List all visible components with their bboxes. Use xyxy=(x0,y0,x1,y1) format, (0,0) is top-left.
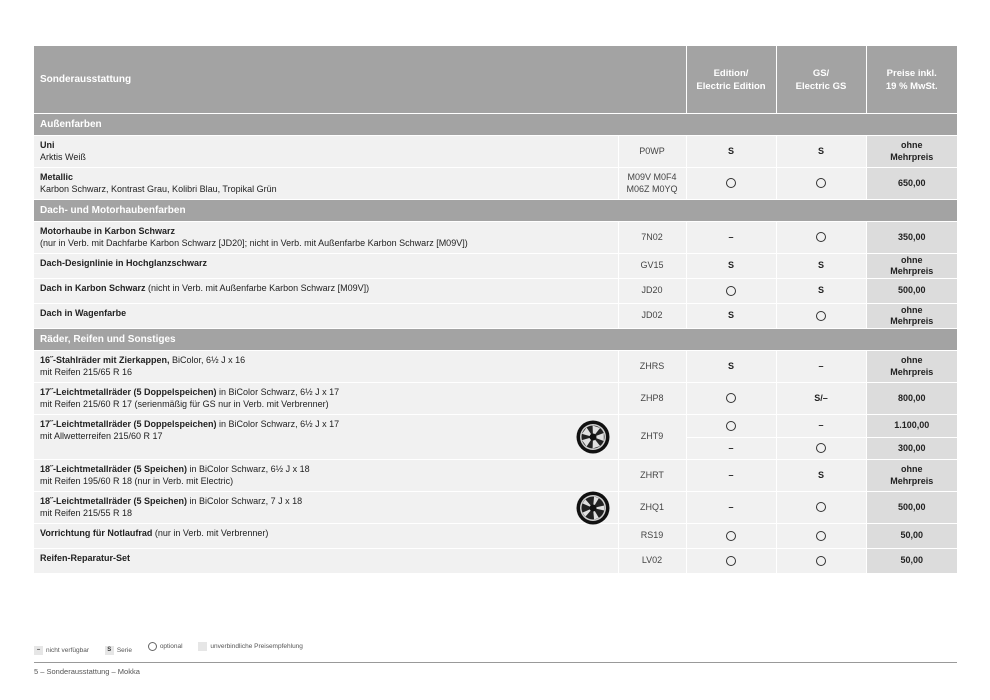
cell-price: ohne Mehrpreis xyxy=(866,351,957,383)
equipment-table xyxy=(34,46,957,573)
row-code: M09V M0F4 M06Z M0YQ xyxy=(618,168,686,200)
cell-price: 50,00 xyxy=(866,524,957,549)
table-row xyxy=(34,460,957,492)
table-row xyxy=(34,222,957,254)
cell-gs: S xyxy=(776,136,866,168)
page-footer: 5 – Sonderausstattung – Mokka xyxy=(34,667,140,676)
cell-price: 1.100,00 xyxy=(866,415,957,438)
cell-edition: – xyxy=(686,492,776,524)
table-header xyxy=(34,46,957,114)
cell-price: 500,00 xyxy=(866,279,957,304)
legend-optional: optional xyxy=(148,642,183,651)
cell-edition xyxy=(686,549,776,574)
row-description: Motorhaube in Karbon Schwarz (nur in Verb. mit Dachfarbe Karbon Schwarz [JD20]; nicht in Verb. mit Außenfarbe Karbon Schwarz [M09V]) xyxy=(34,222,618,254)
cell-price: 650,00 xyxy=(866,168,957,200)
row-code: P0WP xyxy=(618,136,686,168)
legend xyxy=(34,642,317,655)
header-gs: GS/ Electric GS xyxy=(776,46,866,114)
cell-price: ohne Mehrpreis xyxy=(866,254,957,279)
row-description: Vorrichtung für Notlaufrad (nur in Verb. mit Verbrenner) xyxy=(34,524,618,549)
row-description: 18˝-Leichtmetallräder (5 Speichen) in BiColor Schwarz, 7 J x 18 mit Reifen 215/55 R 18 xyxy=(34,492,618,524)
optional-circle-icon xyxy=(148,642,157,651)
wheel-5-double-spoke-icon xyxy=(576,420,610,454)
cell-price: ohne Mehrpreis xyxy=(866,460,957,492)
table-row xyxy=(34,415,957,438)
cell-edition xyxy=(686,415,776,438)
optional-circle-icon xyxy=(816,556,826,566)
section-title: Räder, Reifen und Sonstiges xyxy=(34,329,957,351)
optional-circle-icon xyxy=(726,556,736,566)
row-code: ZHRS xyxy=(618,351,686,383)
table-row xyxy=(34,254,957,279)
cell-price: 800,00 xyxy=(866,383,957,415)
cell-edition xyxy=(686,279,776,304)
row-description: Uni Arktis Weiß xyxy=(34,136,618,168)
table-row xyxy=(34,351,957,383)
optional-circle-icon xyxy=(816,502,826,512)
footer-divider xyxy=(34,662,957,663)
section-header xyxy=(34,329,957,351)
row-description: 16˝-Stahlräder mit Zierkappen, BiColor, 6½ J x 16 mit Reifen 215/65 R 16 xyxy=(34,351,618,383)
cell-price: ohne Mehrpreis xyxy=(866,304,957,329)
cell-gs xyxy=(776,549,866,574)
cell-edition: S xyxy=(686,254,776,279)
table-row xyxy=(34,279,957,304)
cell-price: 500,00 xyxy=(866,492,957,524)
row-code: RS19 xyxy=(618,524,686,549)
table-row xyxy=(34,168,957,200)
row-code: LV02 xyxy=(618,549,686,574)
optional-circle-icon xyxy=(816,232,826,242)
cell-price: 300,00 xyxy=(866,437,957,460)
cell-price: ohne Mehrpreis xyxy=(866,136,957,168)
cell-edition: – xyxy=(686,437,776,460)
row-code: GV15 xyxy=(618,254,686,279)
section-title: Außenfarben xyxy=(34,114,957,136)
optional-circle-icon xyxy=(726,393,736,403)
cell-gs: S/– xyxy=(776,383,866,415)
optional-circle-icon xyxy=(726,421,736,431)
cell-gs: – xyxy=(776,351,866,383)
row-code: JD20 xyxy=(618,279,686,304)
row-code: 7N02 xyxy=(618,222,686,254)
row-description: 17˝-Leichtmetallräder (5 Doppelspeichen) in BiColor Schwarz, 6½ J x 17 mit Reifen 215/60 R 17 (serienmäßig für GS nur in Verb. mit Verbrenner) xyxy=(34,383,618,415)
row-description: 17˝-Leichtmetallräder (5 Doppelspeichen) in BiColor Schwarz, 6½ J x 17 mit Allwetterreifen 215/60 R 17 xyxy=(34,415,618,460)
legend-price: unverbindliche Preisempfehlung xyxy=(198,642,303,651)
header-edition: Edition/ Electric Edition xyxy=(686,46,776,114)
row-description: Metallic Karbon Schwarz, Kontrast Grau, Kolibri Blau, Tropikal Grün xyxy=(34,168,618,200)
cell-gs: S xyxy=(776,254,866,279)
cell-gs xyxy=(776,437,866,460)
table-row xyxy=(34,383,957,415)
cell-edition xyxy=(686,168,776,200)
optional-circle-icon xyxy=(726,286,736,296)
cell-gs xyxy=(776,524,866,549)
optional-circle-icon xyxy=(726,531,736,541)
row-description: 18˝-Leichtmetallräder (5 Speichen) in BiColor Schwarz, 6½ J x 18 mit Reifen 195/60 R 18 (nur in Verb. mit Electric) xyxy=(34,460,618,492)
header-price: Preise inkl. 19 % MwSt. xyxy=(866,46,957,114)
cell-edition xyxy=(686,524,776,549)
row-description: Dach-Designlinie in Hochglanzschwarz xyxy=(34,254,618,279)
cell-gs xyxy=(776,492,866,524)
section-title: Dach- und Motorhaubenfarben xyxy=(34,200,957,222)
wheel-5-spoke-icon xyxy=(576,491,610,525)
cell-edition xyxy=(686,383,776,415)
optional-circle-icon xyxy=(816,178,826,188)
row-description: Dach in Karbon Schwarz (nicht in Verb. mit Außenfarbe Karbon Schwarz [M09V]) xyxy=(34,279,618,304)
legend-not-available: – nicht verfügbar xyxy=(34,646,89,655)
cell-gs xyxy=(776,168,866,200)
cell-price: 350,00 xyxy=(866,222,957,254)
table-row xyxy=(34,136,957,168)
row-code: ZHP8 xyxy=(618,383,686,415)
table-row xyxy=(34,304,957,329)
cell-edition: – xyxy=(686,460,776,492)
header-sonderausstattung: Sonderausstattung xyxy=(34,46,686,114)
cell-edition: S xyxy=(686,136,776,168)
section-header xyxy=(34,114,957,136)
row-code: ZHQ1 xyxy=(618,492,686,524)
cell-edition: S xyxy=(686,304,776,329)
row-code: ZHT9 xyxy=(618,415,686,460)
optional-circle-icon xyxy=(816,311,826,321)
table-row xyxy=(34,524,957,549)
cell-edition: – xyxy=(686,222,776,254)
row-description: Dach in Wagenfarbe xyxy=(34,304,618,329)
optional-circle-icon xyxy=(816,443,826,453)
cell-gs xyxy=(776,222,866,254)
optional-circle-icon xyxy=(816,531,826,541)
cell-gs: – xyxy=(776,415,866,438)
legend-serie: S Serie xyxy=(105,646,132,655)
section-header xyxy=(34,200,957,222)
row-code: JD02 xyxy=(618,304,686,329)
table-row xyxy=(34,549,957,574)
cell-gs xyxy=(776,304,866,329)
table-row xyxy=(34,492,957,524)
row-code: ZHRT xyxy=(618,460,686,492)
cell-gs: S xyxy=(776,460,866,492)
cell-gs: S xyxy=(776,279,866,304)
cell-price: 50,00 xyxy=(866,549,957,574)
cell-edition: S xyxy=(686,351,776,383)
optional-circle-icon xyxy=(726,178,736,188)
row-description: Reifen-Reparatur-Set xyxy=(34,549,618,574)
